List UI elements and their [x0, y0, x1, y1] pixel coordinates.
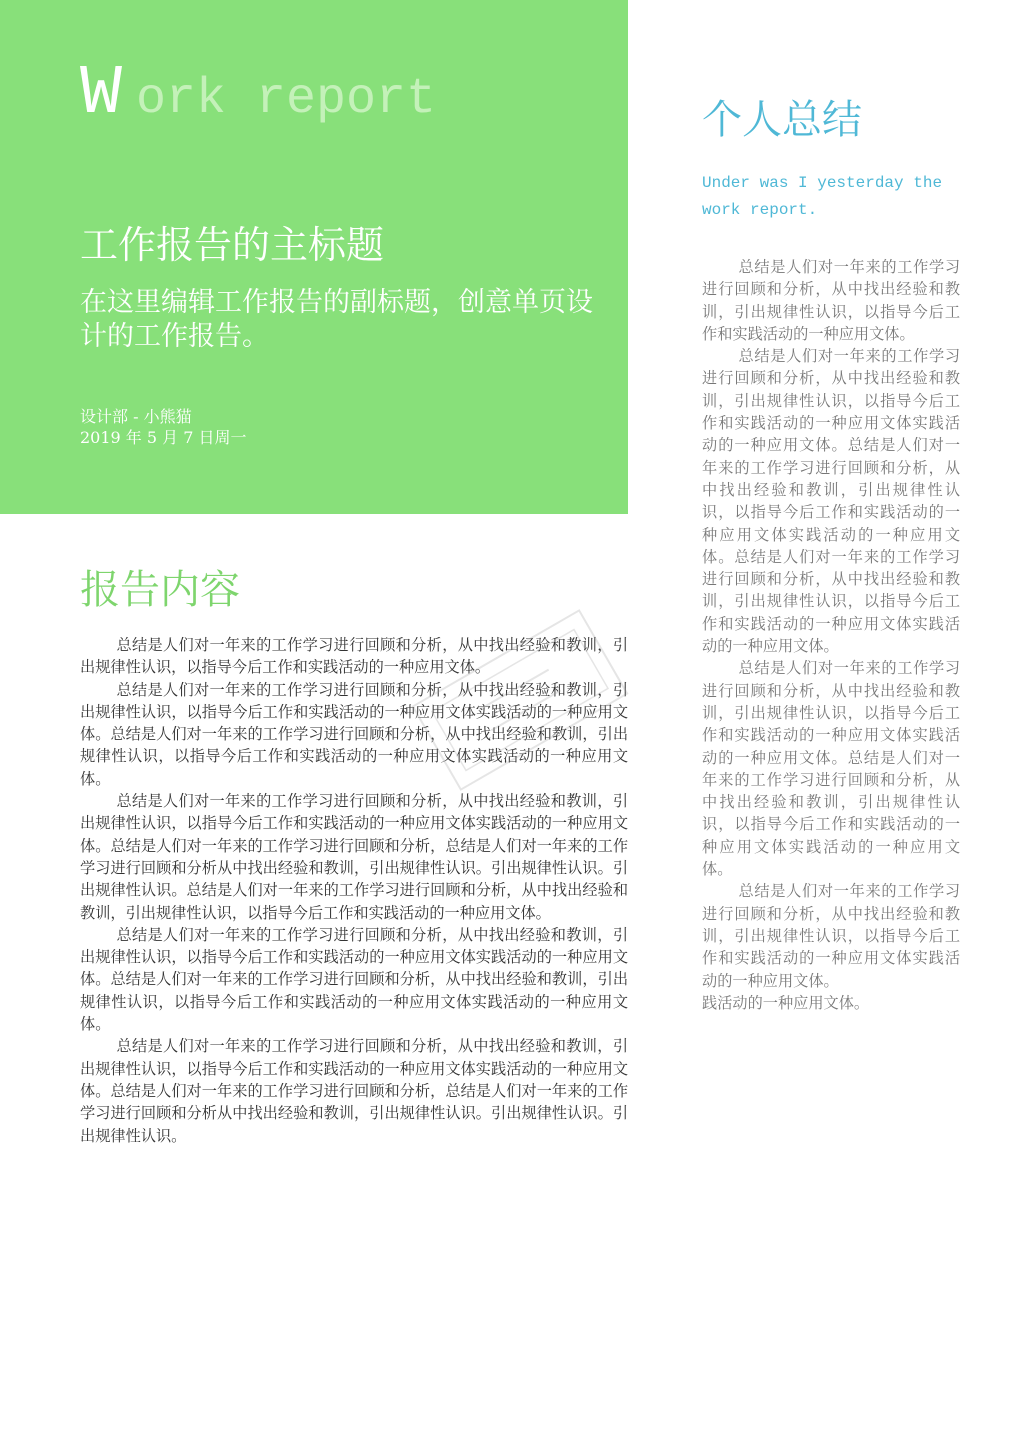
date-line: 2019 年 5 月 7 日周一 — [80, 428, 247, 447]
report-paragraph: 总结是人们对一年来的工作学习进行回顾和分析，从中找出经验和教训，引出规律性认识，以指导今后工作和实践活动的一种应用文体实践活动的一种应用文体。总结是人们对一年来的工作学习进行回顾和分析，从中找出经验和教训，引出规律性认识，以指导今后工作和实践活动的一种应用文体实践活动的一种应用文体。 — [80, 680, 628, 788]
report-paragraph: 总结是人们对一年来的工作学习进行回顾和分析，从中找出经验和教训，引出规律性认识，以指导今后工作和实践活动的一种应用文体实践活动的一种应用文体。总结是人们对一年来的工作学习进行回顾和分析，从中找出经验和教训，引出规律性认识，以指导今后工作和实践活动的一种应用文体实践活动的一种应用文体。 — [80, 925, 628, 1034]
brand-initial: W — [80, 55, 123, 134]
summary-paragraph: 总结是人们对一年来的工作学习进行回顾和分析，从中找出经验和教训，引出规律性认识，以指导今后工作和实践活动的一种应用文体实践活动的一种应用文体。总结是人们对一年来的工作学习进行回顾和分析，从中找出经验和教训，引出规律性认识，以指导今后工作和实践活动的一种应用文体实践活动的一种应用文体。 — [702, 659, 960, 879]
report-paragraph: 总结是人们对一年来的工作学习进行回顾和分析，从中找出经验和教训，引出规律性认识，以指导今后工作和实践活动的一种应用文体实践活动的一种应用文体。总结是人们对一年来的工作学习进行回顾和分析，总结是人们对一年来的工作学习进行回顾和分析从中找出经验和教训，引出规律性认识。引出规律性认识。引出规律性认识。 — [80, 1037, 628, 1145]
report-heading: 报告内容 — [80, 567, 240, 613]
summary-paragraph: 总结是人们对一年来的工作学习进行回顾和分析，从中找出经验和教训，引出规律性认识，以指导今后工作和实践活动的一种应用文体实践活动的一种应用文体。总结是人们对一年来的工作学习进行回顾和分析，从中找出经验和教训，引出规律性认识，以指导今后工作和实践活动的一种应用文体实践活动的一种应用文体。总结是人们对一年来的工作学习进行回顾和分析，从中找出经验和教训，引出规律性认识，以指导今后工作和实践活动的一种应用文体实践活动的一种应用文体。 — [702, 347, 960, 656]
report-paragraph: 总结是人们对一年来的工作学习进行回顾和分析，从中找出经验和教训，引出规律性认识，以指导今后工作和实践活动的一种应用文体。 — [80, 636, 628, 677]
brand-title — [80, 55, 437, 134]
author-line: 设计部 - 小熊猫 — [80, 407, 192, 426]
subtitle: 在这里编辑工作报告的副标题，创意单页设计的工作报告。 — [80, 287, 593, 352]
summary-heading: 个人总结 — [702, 97, 862, 143]
main-title: 工作报告的主标题 — [80, 223, 385, 267]
summary-content — [702, 256, 960, 1014]
author-block — [80, 406, 247, 448]
summary-paragraph: 总结是人们对一年来的工作学习进行回顾和分析，从中找出经验和教训，引出规律性认识，以指导今后工作和实践活动的一种应用文体。 — [702, 258, 960, 343]
summary-tail: 践活动的一种应用文体。 — [702, 993, 870, 1012]
brand-rest: ork report — [136, 71, 437, 128]
report-paragraph: 总结是人们对一年来的工作学习进行回顾和分析，从中找出经验和教训，引出规律性认识，以指导今后工作和实践活动的一种应用文体实践活动的一种应用文体。总结是人们对一年来的工作学习进行回顾和分析，总结是人们对一年来的工作学习进行回顾和分析从中找出经验和教训，引出规律性认识。引出规律性认识。引出规律性认识。总结是人们对一年来的工作学习进行回顾和分析，从中找出经验和教训，引出规律性认识，以指导今后工作和实践活动的一种应用文体。 — [80, 792, 628, 922]
summary-english-subtitle: Under was I yesterday the work report. — [702, 174, 943, 219]
header-banner — [0, 0, 628, 514]
summary-paragraph: 总结是人们对一年来的工作学习进行回顾和分析，从中找出经验和教训，引出规律性认识，以指导今后工作和实践活动的一种应用文体实践活动的一种应用文体。 — [702, 882, 960, 990]
